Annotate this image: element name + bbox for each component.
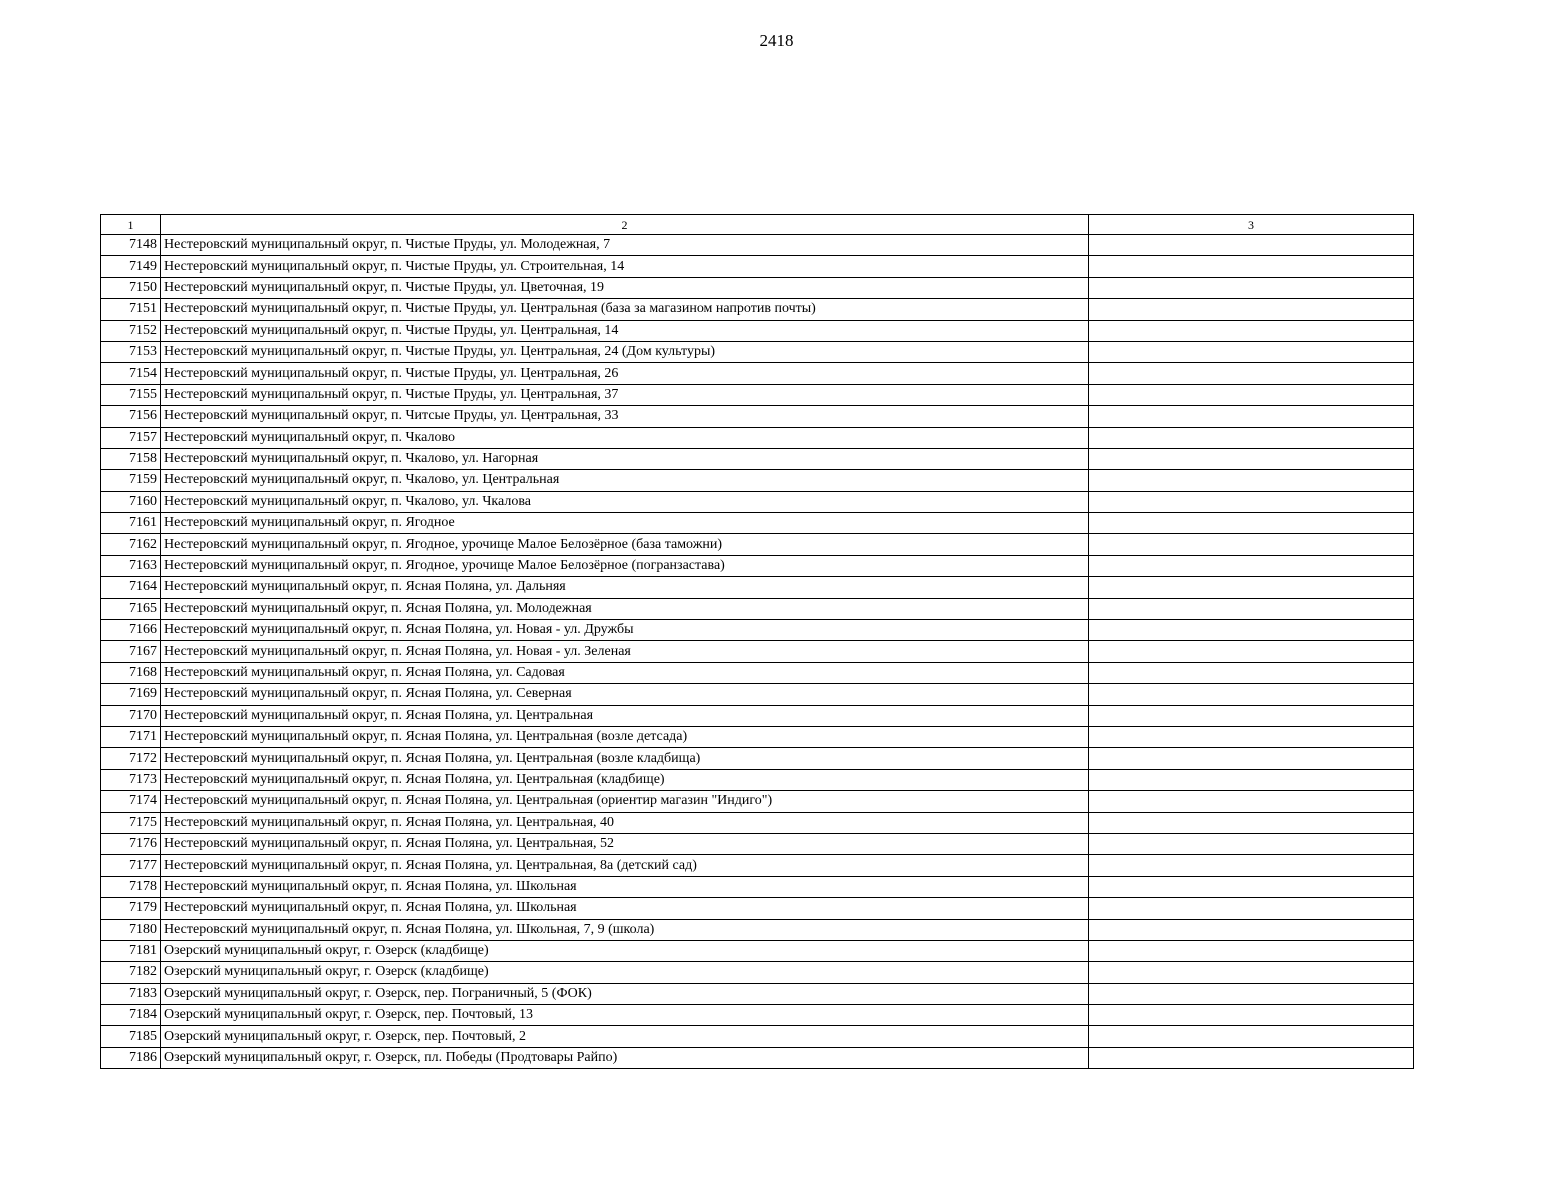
table-row — [101, 962, 1414, 983]
row-number-cell: 7176 — [101, 833, 161, 854]
row-number-cell: 7184 — [101, 1005, 161, 1026]
table-row — [101, 940, 1414, 961]
note-cell — [1089, 726, 1414, 747]
note-cell — [1089, 256, 1414, 277]
address-cell: Нестеровский муниципальный округ, п. Ясная Поляна, ул. Школьная, 7, 9 (школа) — [161, 919, 1089, 940]
table-row — [101, 1026, 1414, 1047]
table-row — [101, 876, 1414, 897]
note-cell — [1089, 662, 1414, 683]
table-row — [101, 598, 1414, 619]
address-cell: Нестеровский муниципальный округ, п. Ясная Поляна, ул. Центральная, 52 — [161, 833, 1089, 854]
table-row — [101, 791, 1414, 812]
address-cell: Нестеровский муниципальный округ, п. Ягодное, урочище Малое Белозёрное (база таможни) — [161, 534, 1089, 555]
table-row — [101, 555, 1414, 576]
note-cell — [1089, 1026, 1414, 1047]
column-header-2: 2 — [161, 215, 1089, 235]
row-number-cell: 7155 — [101, 384, 161, 405]
address-cell: Нестеровский муниципальный округ, п. Ясная Поляна, ул. Северная — [161, 684, 1089, 705]
note-cell — [1089, 406, 1414, 427]
address-cell: Озерский муниципальный округ, г. Озерск, пер. Почтовый, 13 — [161, 1005, 1089, 1026]
row-number-cell: 7168 — [101, 662, 161, 683]
address-cell: Нестеровский муниципальный округ, п. Ясная Поляна, ул. Центральная, 40 — [161, 812, 1089, 833]
note-cell — [1089, 876, 1414, 897]
table-row — [101, 898, 1414, 919]
page-number: 2418 — [759, 31, 794, 50]
note-cell — [1089, 1005, 1414, 1026]
row-number-cell: 7148 — [101, 235, 161, 256]
address-cell: Нестеровский муниципальный округ, п. Ясная Поляна, ул. Дальняя — [161, 577, 1089, 598]
address-cell: Озерский муниципальный округ, г. Озерск, пер. Почтовый, 2 — [161, 1026, 1089, 1047]
address-cell: Нестеровский муниципальный округ, п. Ясная Поляна, ул. Центральная (возле кладбища) — [161, 748, 1089, 769]
row-number-cell: 7157 — [101, 427, 161, 448]
note-cell — [1089, 491, 1414, 512]
note-cell — [1089, 855, 1414, 876]
table-row — [101, 341, 1414, 362]
row-number-cell: 7181 — [101, 940, 161, 961]
table-row — [101, 534, 1414, 555]
address-cell: Нестеровский муниципальный округ, п. Ясная Поляна, ул. Школьная — [161, 898, 1089, 919]
address-cell: Нестеровский муниципальный округ, п. Чкалово, ул. Чкалова — [161, 491, 1089, 512]
table-row — [101, 684, 1414, 705]
table-header-row — [101, 215, 1414, 235]
row-number-cell: 7166 — [101, 620, 161, 641]
row-number-cell: 7158 — [101, 448, 161, 469]
note-cell — [1089, 983, 1414, 1004]
row-number-cell: 7164 — [101, 577, 161, 598]
address-cell: Нестеровский муниципальный округ, п. Ясная Поляна, ул. Центральная, 8а (детский сад) — [161, 855, 1089, 876]
note-cell — [1089, 812, 1414, 833]
table-row — [101, 427, 1414, 448]
address-cell: Нестеровский муниципальный округ, п. Ягодное — [161, 513, 1089, 534]
address-cell: Озерский муниципальный округ, г. Озерск (кладбище) — [161, 940, 1089, 961]
note-cell — [1089, 684, 1414, 705]
note-cell — [1089, 705, 1414, 726]
note-cell — [1089, 470, 1414, 491]
row-number-cell: 7171 — [101, 726, 161, 747]
table-row — [101, 983, 1414, 1004]
note-cell — [1089, 898, 1414, 919]
row-number-cell: 7152 — [101, 320, 161, 341]
row-number-cell: 7172 — [101, 748, 161, 769]
note-cell — [1089, 940, 1414, 961]
table-row — [101, 470, 1414, 491]
address-cell: Нестеровский муниципальный округ, п. Чистые Пруды, ул. Центральная, 37 — [161, 384, 1089, 405]
table-row — [101, 769, 1414, 790]
address-cell: Озерский муниципальный округ, г. Озерск, пер. Пограничный, 5 (ФОК) — [161, 983, 1089, 1004]
address-cell: Нестеровский муниципальный округ, п. Ясная Поляна, ул. Садовая — [161, 662, 1089, 683]
table-row — [101, 320, 1414, 341]
table-row — [101, 448, 1414, 469]
row-number-cell: 7169 — [101, 684, 161, 705]
address-cell: Нестеровский муниципальный округ, п. Чкалово — [161, 427, 1089, 448]
row-number-cell: 7175 — [101, 812, 161, 833]
note-cell — [1089, 427, 1414, 448]
address-cell: Нестеровский муниципальный округ, п. Ясная Поляна, ул. Новая - ул. Дружбы — [161, 620, 1089, 641]
address-cell: Нестеровский муниципальный округ, п. Чкалово, ул. Центральная — [161, 470, 1089, 491]
table-row — [101, 277, 1414, 298]
address-cell: Нестеровский муниципальный округ, п. Ясная Поляна, ул. Центральная (возле детсада) — [161, 726, 1089, 747]
row-number-cell: 7183 — [101, 983, 161, 1004]
note-cell — [1089, 513, 1414, 534]
note-cell — [1089, 598, 1414, 619]
table-row — [101, 748, 1414, 769]
row-number-cell: 7154 — [101, 363, 161, 384]
note-cell — [1089, 534, 1414, 555]
row-number-cell: 7165 — [101, 598, 161, 619]
row-number-cell: 7156 — [101, 406, 161, 427]
column-header-1: 1 — [101, 215, 161, 235]
address-cell: Нестеровский муниципальный округ, п. Ясная Поляна, ул. Новая - ул. Зеленая — [161, 641, 1089, 662]
address-cell: Нестеровский муниципальный округ, п. Чистые Пруды, ул. Центральная, 24 (Дом культуры) — [161, 341, 1089, 362]
address-cell: Нестеровский муниципальный округ, п. Ягодное, урочище Малое Белозёрное (погранзастава) — [161, 555, 1089, 576]
table-row — [101, 363, 1414, 384]
table-row — [101, 812, 1414, 833]
table-row — [101, 1005, 1414, 1026]
row-number-cell: 7180 — [101, 919, 161, 940]
address-cell: Нестеровский муниципальный округ, п. Чкалово, ул. Нагорная — [161, 448, 1089, 469]
column-header-3: 3 — [1089, 215, 1414, 235]
table-row — [101, 1047, 1414, 1068]
table-body — [101, 235, 1414, 1069]
table-row — [101, 235, 1414, 256]
note-cell — [1089, 320, 1414, 341]
row-number-cell: 7150 — [101, 277, 161, 298]
address-cell: Нестеровский муниципальный округ, п. Чистые Пруды, ул. Центральная, 26 — [161, 363, 1089, 384]
table-row — [101, 855, 1414, 876]
row-number-cell: 7159 — [101, 470, 161, 491]
row-number-cell: 7160 — [101, 491, 161, 512]
address-cell: Нестеровский муниципальный округ, п. Чистые Пруды, ул. Центральная, 14 — [161, 320, 1089, 341]
table-row — [101, 513, 1414, 534]
table-row — [101, 726, 1414, 747]
note-cell — [1089, 555, 1414, 576]
table-row — [101, 662, 1414, 683]
row-number-cell: 7162 — [101, 534, 161, 555]
table-row — [101, 491, 1414, 512]
note-cell — [1089, 769, 1414, 790]
address-cell: Нестеровский муниципальный округ, п. Ясная Поляна, ул. Центральная (ориентир магазин "Индиго") — [161, 791, 1089, 812]
note-cell — [1089, 448, 1414, 469]
address-cell: Нестеровский муниципальный округ, п. Чистые Пруды, ул. Цветочная, 19 — [161, 277, 1089, 298]
row-number-cell: 7153 — [101, 341, 161, 362]
address-cell: Нестеровский муниципальный округ, п. Читсые Пруды, ул. Центральная, 33 — [161, 406, 1089, 427]
row-number-cell: 7151 — [101, 299, 161, 320]
address-cell: Нестеровский муниципальный округ, п. Чистые Пруды, ул. Центральная (база за магазином напротив почты) — [161, 299, 1089, 320]
row-number-cell: 7182 — [101, 962, 161, 983]
row-number-cell: 7163 — [101, 555, 161, 576]
address-cell: Нестеровский муниципальный округ, п. Ясная Поляна, ул. Центральная — [161, 705, 1089, 726]
table-row — [101, 620, 1414, 641]
table-row — [101, 919, 1414, 940]
note-cell — [1089, 1047, 1414, 1068]
address-cell: Озерский муниципальный округ, г. Озерск (кладбище) — [161, 962, 1089, 983]
note-cell — [1089, 833, 1414, 854]
table-row — [101, 299, 1414, 320]
table-row — [101, 384, 1414, 405]
table-row — [101, 577, 1414, 598]
note-cell — [1089, 363, 1414, 384]
note-cell — [1089, 620, 1414, 641]
note-cell — [1089, 577, 1414, 598]
note-cell — [1089, 641, 1414, 662]
table-row — [101, 833, 1414, 854]
row-number-cell: 7177 — [101, 855, 161, 876]
note-cell — [1089, 791, 1414, 812]
address-cell: Нестеровский муниципальный округ, п. Ясная Поляна, ул. Молодежная — [161, 598, 1089, 619]
row-number-cell: 7161 — [101, 513, 161, 534]
note-cell — [1089, 235, 1414, 256]
note-cell — [1089, 384, 1414, 405]
row-number-cell: 7185 — [101, 1026, 161, 1047]
note-cell — [1089, 299, 1414, 320]
row-number-cell: 7178 — [101, 876, 161, 897]
note-cell — [1089, 962, 1414, 983]
row-number-cell: 7170 — [101, 705, 161, 726]
note-cell — [1089, 341, 1414, 362]
note-cell — [1089, 748, 1414, 769]
address-cell: Нестеровский муниципальный округ, п. Ясная Поляна, ул. Школьная — [161, 876, 1089, 897]
row-number-cell: 7179 — [101, 898, 161, 919]
address-cell: Озерский муниципальный округ, г. Озерск, пл. Победы (Продтовары Райпо) — [161, 1047, 1089, 1068]
note-cell — [1089, 919, 1414, 940]
row-number-cell: 7173 — [101, 769, 161, 790]
table-row — [101, 641, 1414, 662]
row-number-cell: 7174 — [101, 791, 161, 812]
address-table — [100, 214, 1414, 1069]
table-row — [101, 705, 1414, 726]
address-cell: Нестеровский муниципальный округ, п. Чистые Пруды, ул. Молодежная, 7 — [161, 235, 1089, 256]
row-number-cell: 7186 — [101, 1047, 161, 1068]
table-row — [101, 256, 1414, 277]
table-row — [101, 406, 1414, 427]
row-number-cell: 7167 — [101, 641, 161, 662]
address-cell: Нестеровский муниципальный округ, п. Ясная Поляна, ул. Центральная (кладбище) — [161, 769, 1089, 790]
row-number-cell: 7149 — [101, 256, 161, 277]
note-cell — [1089, 277, 1414, 298]
address-cell: Нестеровский муниципальный округ, п. Чистые Пруды, ул. Строительная, 14 — [161, 256, 1089, 277]
